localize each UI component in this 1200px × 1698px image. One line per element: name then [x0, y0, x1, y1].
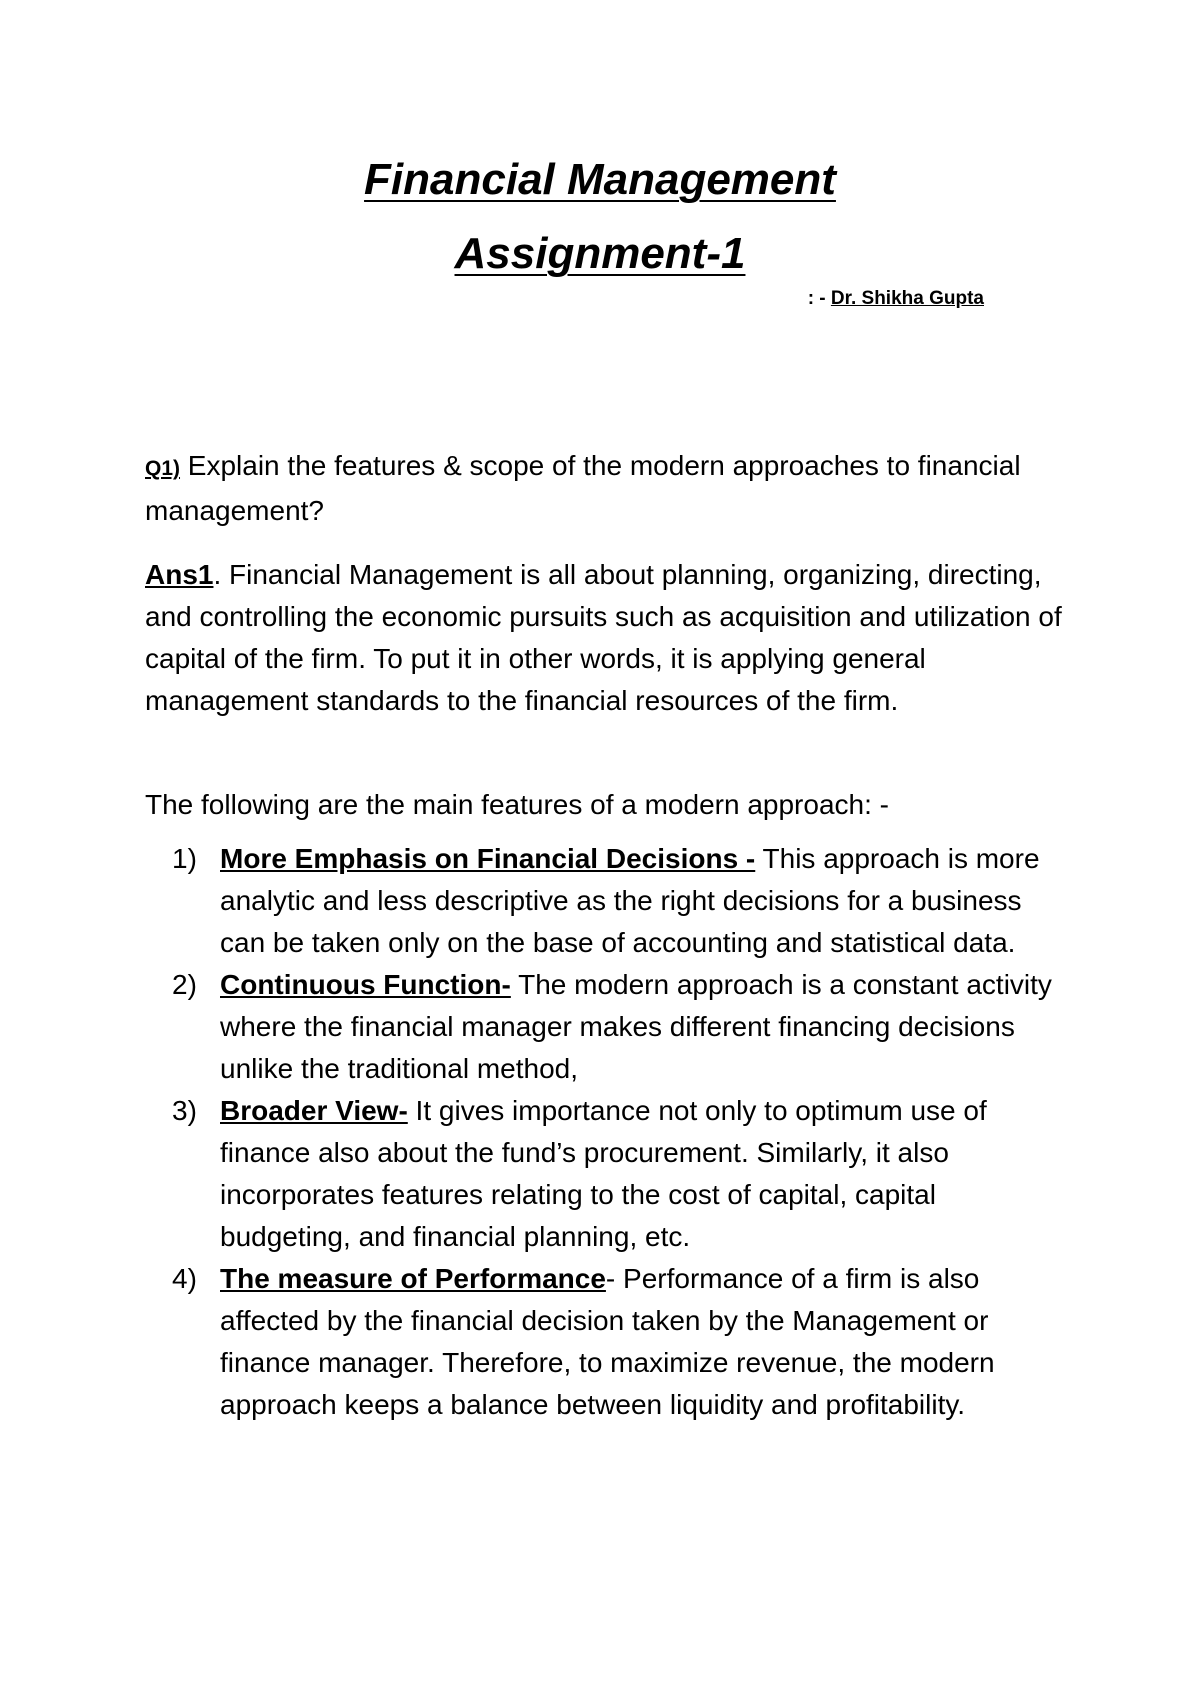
question-paragraph [145, 445, 1085, 532]
list-item-text: - Performance of a firm is also affected by the financial decision taken by the Management or finance manager. Therefore, to maximize revenue, the modern approach keeps a balance between liquidity and profitability. [220, 1263, 995, 1420]
list-item-heading: More Emphasis on Financial Decisions - [220, 843, 756, 874]
document-title: Financial Management [364, 155, 836, 204]
list-item-number: 4) [172, 1263, 197, 1294]
question-text: Explain the features & scope of the modern approaches to financial management? [145, 450, 1021, 526]
list-item-text: The modern approach is a constant activity where the financial manager makes different financing decisions unlike the traditional method, [220, 969, 1052, 1084]
answer-label: Ans1 [145, 559, 214, 590]
question-label: Q1) [145, 457, 181, 480]
list-item-number: 3) [172, 1095, 197, 1126]
answer-text: . Financial Management is all about planning, organizing, directing, and controlling the economic pursuits such as acquisition and utilization of capital of the firm. To put it in other words, it is applying general management standards to the financial resources of the firm. [145, 559, 1062, 716]
list-item [0, 1258, 1070, 1426]
list-item-text: It gives importance not only to optimum use of finance also about the fund’s procurement. Similarly, it also incorporates features relating to the cost of capital, capital budgeting, and financial planning, etc. [220, 1095, 987, 1252]
list-item-heading: Broader View- [220, 1095, 408, 1126]
document-subtitle: Assignment-1 [454, 229, 746, 278]
author-prefix: : - [807, 288, 831, 309]
list-item-number: 1) [172, 843, 197, 874]
list-item-number: 2) [172, 969, 197, 1000]
list-item [0, 964, 1070, 1090]
features-list [0, 838, 1200, 1426]
author-line [808, 288, 984, 310]
list-item-heading: Continuous Function- [220, 969, 511, 1000]
author-name: Dr. Shikha Gupta [830, 288, 984, 309]
features-intro: The following are the main features of a modern approach: - [145, 789, 889, 820]
list-item [0, 838, 1070, 964]
list-item [0, 1090, 1070, 1258]
list-item-text: This approach is more analytic and less descriptive as the right decisions for a business can be taken only on the base of accounting and statistical data. [220, 843, 1040, 958]
list-item-heading: The measure of Performance [220, 1263, 606, 1294]
answer-paragraph [145, 554, 1085, 722]
